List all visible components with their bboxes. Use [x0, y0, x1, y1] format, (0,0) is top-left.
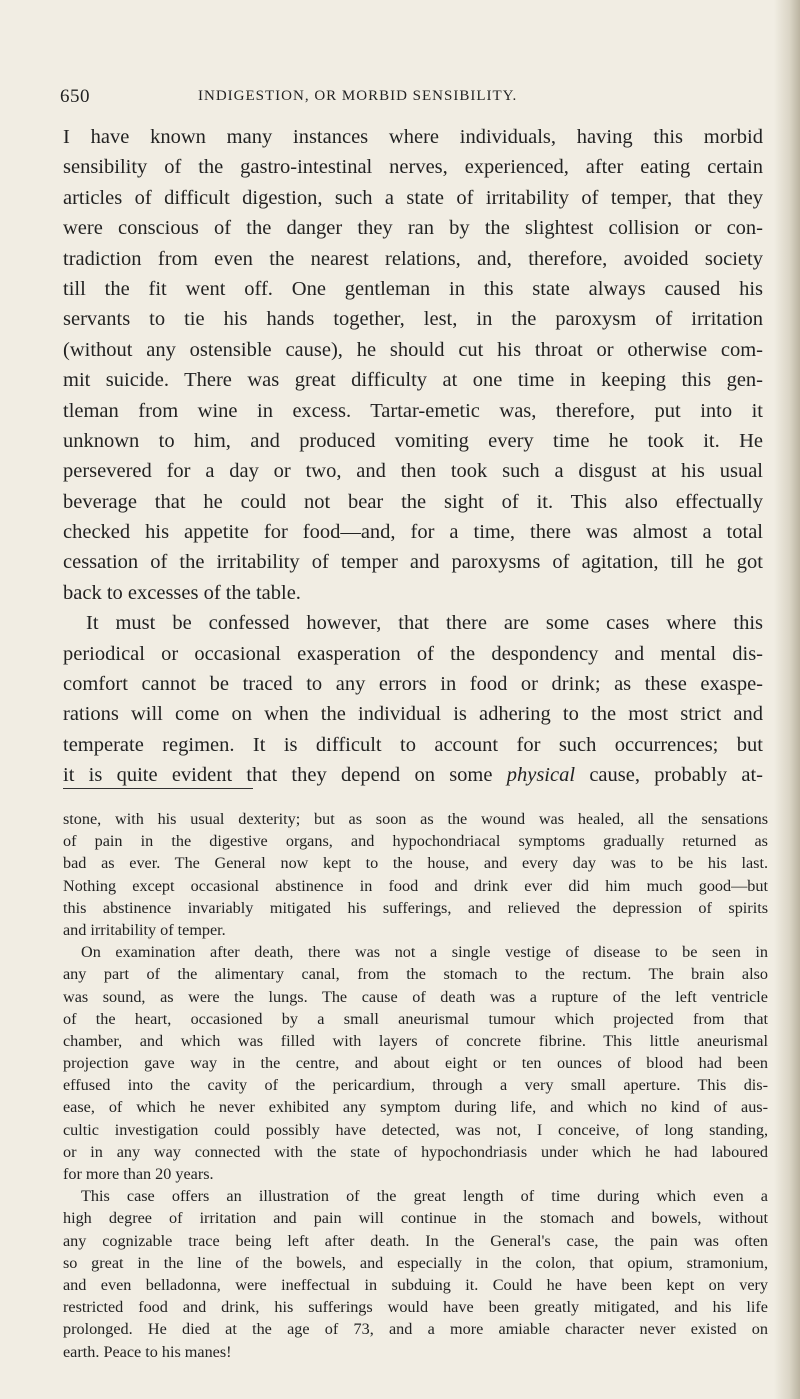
footnote-line: high degree of irritation and pain will continue in the stomach and bowels, without	[63, 1209, 768, 1228]
footnote-line: Nothing except occasional abstinence in food and drink ever did him much good—but	[63, 876, 768, 895]
footnote-line: any cognizable trace being left after death. In the General's case, the pain was often	[63, 1231, 768, 1250]
text-line: (without any ostensible cause), he should cut his throat or otherwise com-	[63, 338, 763, 361]
text-line: mit suicide. There was great difficulty at one time in keeping this gen-	[63, 369, 763, 392]
text-line: were conscious of the danger they ran by the slightest collision or con-	[63, 217, 763, 240]
footnote-divider	[63, 788, 253, 789]
footnote-line: any part of the alimentary canal, from the stomach to the rectum. The brain also	[63, 965, 768, 984]
footnote-line: this abstinence invariably mitigated his sufferings, and relieved the depression of spirits	[63, 898, 768, 917]
footnote-line: bad as ever. The General now kept to the house, and every day was to be his last.	[63, 854, 768, 873]
text-line: tradiction from even the nearest relations, and, therefore, avoided society	[63, 247, 763, 270]
footnote-line: of pain in the digestive organs, and hypochondriacal symptoms gradually returned as	[63, 832, 768, 851]
text-line: cessation of the irritability of temper and paroxysms of agitation, till he got	[63, 551, 763, 574]
text-line: unknown to him, and produced vomiting every time he took it. He	[63, 429, 763, 452]
footnote-line: chamber, and which was filled with layers of concrete fibrine. This little aneurismal	[63, 1031, 768, 1050]
text-line: articles of difficult digestion, such a state of irritability of temper, that they	[63, 186, 763, 209]
text-line: servants to tie his hands together, lest, in the paroxysm of irritation	[63, 308, 763, 331]
running-head: INDIGESTION, OR MORBID SENSIBILITY.	[198, 88, 518, 104]
footnote-line: earth. Peace to his manes!	[63, 1342, 232, 1361]
text-line: it is quite evident that they depend on some physical cause, probably at-	[63, 764, 763, 787]
footnote-line: restricted food and drink, his sufferings would have been greatly mitigated, and his life	[63, 1298, 768, 1317]
text-line: rations will come on when the individual is adhering to the most strict and	[63, 703, 763, 726]
text-line: temperate regimen. It is difficult to account for such occurrences; but	[63, 733, 763, 756]
main-text	[63, 122, 763, 791]
footnote-line: or in any way connected with the state of hypochondriasis under which he had laboured	[63, 1142, 768, 1161]
text-line: beverage that he could not bear the sight of it. This also effectually	[63, 490, 763, 513]
footnote-line: On examination after death, there was not a single vestige of disease to be seen in	[81, 943, 768, 962]
text-line: comfort cannot be traced to any errors in food or drink; as these exaspe-	[63, 673, 763, 696]
footnote-line: and irritability of temper.	[63, 920, 226, 939]
footnote-line: and even belladonna, were ineffectual in subduing it. Could he have been kept on very	[63, 1275, 768, 1294]
footnote-line: so great in the line of the bowels, and especially in the colon, that opium, stramonium,	[63, 1253, 768, 1272]
footnote-line: cultic investigation could possibly have detected, was not, I conceive, of long standing,	[63, 1120, 768, 1139]
footnote-line: projection gave way in the centre, and about eight or ten ounces of blood had been	[63, 1054, 768, 1073]
page-number: 650	[60, 86, 90, 107]
text-line: sensibility of the gastro-intestinal nerves, experienced, after eating certain	[63, 156, 763, 179]
text-line: till the fit went off. One gentleman in this state always caused his	[63, 277, 763, 300]
text-line: It must be confessed however, that there are some cases where this	[86, 612, 763, 635]
footnote-line: of the heart, occasioned by a small aneurismal tumour which projected from that	[63, 1009, 768, 1028]
footnote-line: ease, of which he never exhibited any symptom during life, and which no kind of aus-	[63, 1098, 768, 1117]
text-line: persevered for a day or two, and then took such a disgust at his usual	[63, 460, 763, 483]
emphasis-text: physical	[506, 764, 576, 787]
footnote-line: prolonged. He died at the age of 73, and a more amiable character never existed on	[63, 1320, 768, 1339]
page-edge-shadow	[774, 0, 800, 1399]
footnote-line: for more than 20 years.	[63, 1165, 214, 1183]
text-line: tleman from wine in excess. Tartar-emetic was, therefore, put into it	[63, 399, 763, 422]
footnote-text	[63, 808, 768, 1363]
footnote-line: was sound, as were the lungs. The cause of death was a rupture of the left ventricle	[63, 987, 768, 1006]
footnote-line: This case offers an illustration of the great length of time during which even a	[81, 1187, 768, 1206]
footnote-line: effused into the cavity of the pericardium, through a very small aperture. This dis-	[63, 1076, 768, 1095]
footnote-line: stone, with his usual dexterity; but as soon as the wound was healed, all the sensations	[63, 810, 768, 828]
text-line: I have known many instances where individuals, having this morbid	[63, 126, 763, 148]
text-line: periodical or occasional exasperation of the despondency and mental dis-	[63, 642, 763, 665]
text-line: checked his appetite for food—and, for a time, there was almost a total	[63, 521, 763, 544]
text-line: back to excesses of the table.	[63, 581, 301, 604]
page-header	[60, 86, 760, 116]
